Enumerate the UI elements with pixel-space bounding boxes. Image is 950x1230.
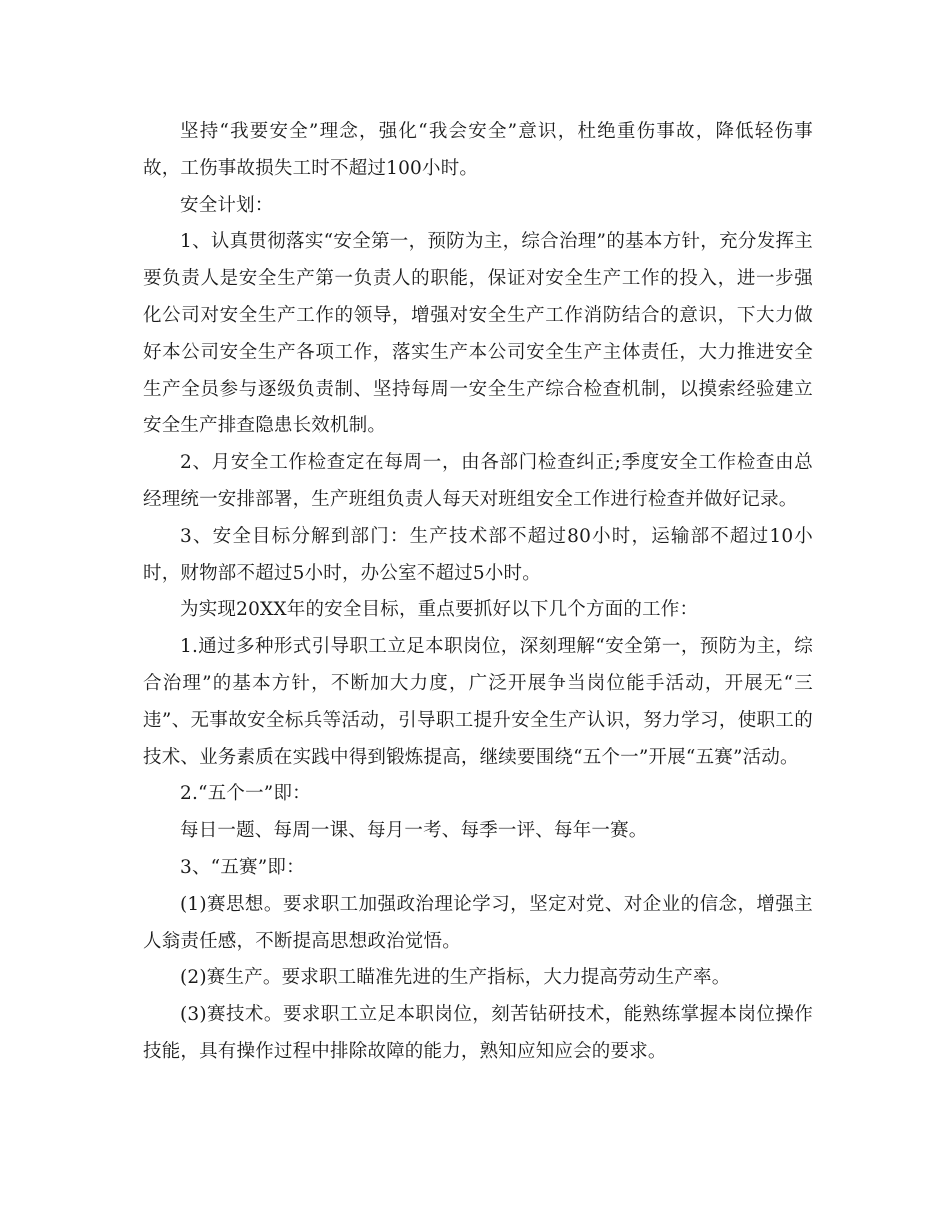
paragraph-plan-item-3: 3、安全目标分解到部门：生产技术部不超过80小时，运输部不超过10小时，财物部不超过5小时，办公室不超过5小时。 <box>143 525 813 584</box>
paragraph-contest-technique: (3)赛技术。要求职工立足本职岗位，刻苦钻研技术，能熟练掌握本岗位操作技能，具有操作过程中排除故障的能力，熟知应知应会的要求。 <box>143 1004 813 1062</box>
paragraph-plan-item-1: 1、认真贯彻落实“安全第一，预防为主，综合治理”的基本方针，充分发挥主要负责人是安全生产第一负责人的职能，保证对安全生产工作的投入，进一步强化公司对安全生产工作的领导，增强对安全生产工作消防结合的意识，下大力做好本公司安全生产各项工作，落实生产本公司安全生产主体责任，大力推进安全生产全员参与逐级负责制、坚持每周一安全生产综合检查机制，以摸索经验建立安全生产排查隐患长效机制。 <box>143 231 813 437</box>
paragraph-five-ones-list: 每日一题、每周一课、每月一考、每季一评、每年一赛。 <box>180 820 648 842</box>
paragraph-contest-production: (2)赛生产。要求职工瞄准先进的生产指标，大力提高劳动生产率。 <box>180 967 731 989</box>
paragraph-plan-item-2: 2、月安全工作检查定在每周一，由各部门检查纠正;季度安全工作检查由总经理统一安排部署，生产班组负责人每天对班组安全工作进行检查并做好记录。 <box>143 452 813 510</box>
paragraph-contest-thought: (1)赛思想。要求职工加强政治理论学习，坚定对党、对企业的信念，增强主人翁责任感，不断提高思想政治觉悟。 <box>143 893 813 952</box>
paragraph-five-contests-heading: 3、“五赛”即： <box>180 856 305 878</box>
paragraph-work-item-1: 1.通过多种形式引导职工立足本职岗位，深刻理解“安全第一，预防为主，综合治理”的基本方针，不断加大力度，广泛开展争当岗位能手活动，开展无“三违”、无事故安全标兵等活动，引导职工提升安全生产认识，努力学习，使职工的技术、业务素质在实践中得到锻炼提高，继续要围绕“五个一”开展“五赛”活动。 <box>143 636 813 768</box>
paragraph-safety-goal: 坚持“我要安全”理念，强化“我会安全”意识，杜绝重伤事故，降低轻伤事故，工伤事故损失工时不超过100小时。 <box>143 121 813 179</box>
paragraph-safety-plan-heading: 安全计划： <box>180 194 274 216</box>
paragraph-work-focus-intro: 为实现20XX年的安全目标，重点要抓好以下几个方面的工作： <box>180 599 699 621</box>
document-body <box>143 114 813 1071</box>
paragraph-five-ones-heading: 2.“五个一”即： <box>180 783 311 805</box>
